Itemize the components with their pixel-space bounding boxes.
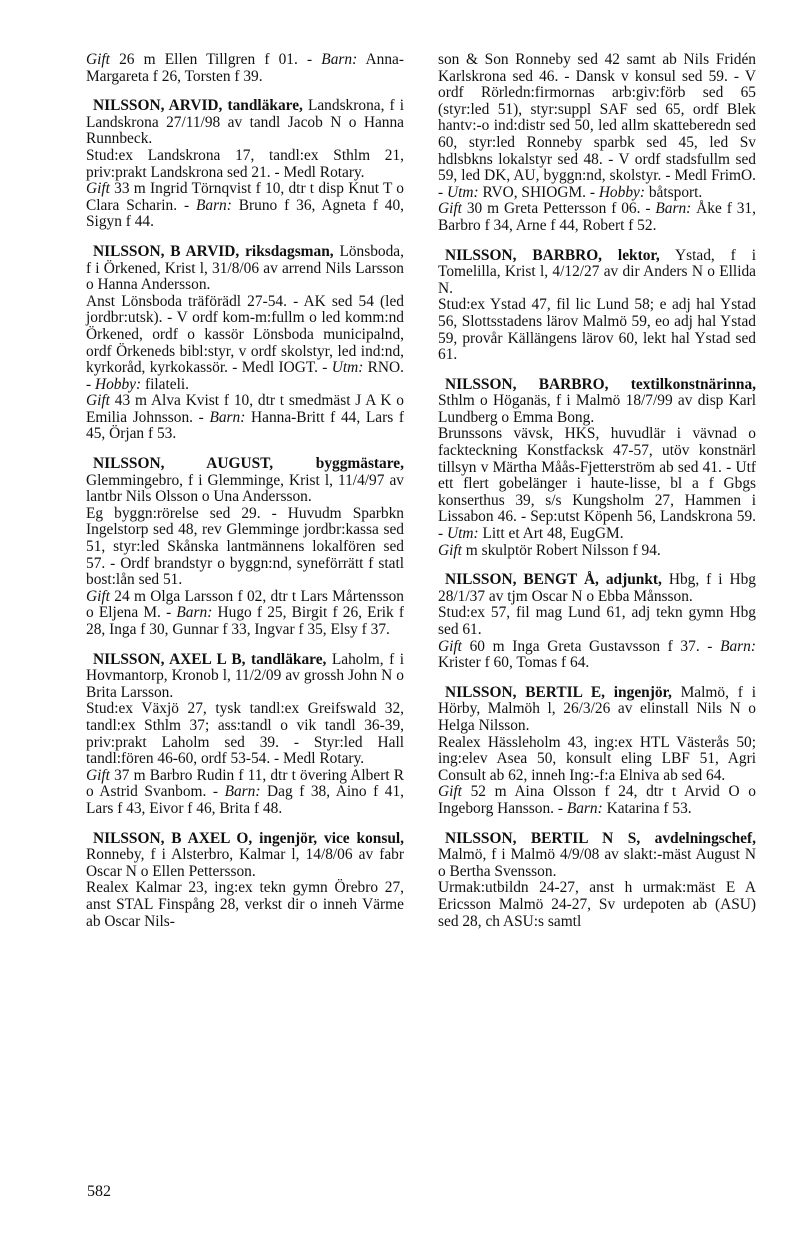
field-label: Barn: (655, 200, 692, 218)
field-label: Barn: (195, 196, 232, 214)
entry-text: Laholm, f i Hovmantorp, Kronob l, 11/2/09 av grossh John N o Brita Larsson. (86, 650, 404, 701)
entry-paragraph (438, 297, 756, 363)
entry-text: 26 m Ellen Tillgren f 01. - (109, 51, 322, 68)
page-number: 582 (87, 1183, 111, 1200)
biography-entry (86, 456, 404, 639)
entry-text: 37 m Barbro Rudin f 11, dtr t övering Albert R o Astrid Svanbom. - (86, 766, 404, 801)
entry-paragraph (438, 52, 756, 201)
person-name-title: NILSSON, BERTIL N S, avdelningschef, (445, 829, 756, 847)
entry-paragraph (86, 701, 404, 767)
entry-text: Ystad, f i Tomelilla, Krist l, 4/12/27 av dir Anders N o Ellida N. (438, 246, 756, 297)
biography-entry (438, 572, 756, 672)
entry-paragraph (438, 543, 756, 560)
entry-text: Krister f 60, Tomas f 64. (438, 654, 590, 672)
entry-text: Bruno f 36, Agneta f 40, Sigyn f 44. (86, 196, 404, 231)
person-name-title: NILSSON, BENGT Å, adjunkt, (445, 571, 662, 589)
entry-text: 52 m Aina Olsson f 24, dtr t Arvid O o Ingeborg Hansson. - (438, 783, 756, 817)
person-name-title: NILSSON, AXEL L B, tandläkare, (93, 650, 327, 668)
field-label: Gift (438, 541, 462, 559)
person-name-title: NILSSON, BARBRO, lektor, (445, 246, 660, 264)
entry-text: Åke f 31, Barbro f 34, Arne f 44, Robert f 52. (438, 200, 756, 234)
entry-text: RVO, SHIOGM. - (478, 183, 599, 201)
biography-entry (86, 98, 404, 231)
biography-entry (86, 831, 404, 931)
entry-text: Hanna-Britt f 44, Lars f 45, Örjan f 53. (86, 408, 404, 443)
field-label: Barn: (176, 604, 213, 622)
biography-entry (438, 52, 756, 235)
field-label: Gift (86, 587, 110, 605)
person-name-title: NILSSON, B AXEL O, ingenjör, vice konsul, (93, 829, 404, 847)
entry-text: båtsport. (644, 183, 703, 201)
field-label: Utm: (331, 359, 364, 377)
entry-text: Katarina f 53. (602, 799, 692, 817)
biography-entry (86, 244, 404, 443)
entry-paragraph (438, 605, 756, 638)
entry-headline (438, 377, 756, 427)
entry-paragraph (438, 201, 756, 234)
entry-headline (438, 831, 756, 881)
entry-paragraph (86, 294, 404, 394)
entry-text: Eg byggn:rörelse sed 29. - Huvudm Sparbkn Ingelstorp sed 48, rev Glemminge jordbr:kassa sed 51, styr:led Skånska lantmännens lokalfören sed 57. - Ordf brandstyr o byggn:nd, syneförrätt f statl bost:lån sed 51. (86, 504, 404, 589)
entry-text: 33 m Ingrid Törnqvist f 10, dtr t disp Knut T o Clara Scharin. - (86, 180, 404, 214)
entry-text: Hbg, f i Hbg 28/1/37 av tjm Oscar N o Ebba Månsson. (438, 571, 756, 605)
entry-text: 24 m Olga Larsson f 02, dtr t Lars Mårtensson o Eljena M. - (86, 587, 404, 622)
entry-text: RNO. - (86, 359, 404, 393)
entry-text: Landskrona, f i Landskrona 27/11/98 av tandl Jacob N o Hanna Runnbeck. (86, 97, 404, 148)
entry-headline (86, 456, 404, 506)
entry-paragraph (86, 393, 404, 443)
entry-text: 43 m Alva Kvist f 10, dtr t smedmäst J A K o Emilia Johnsson. - (86, 392, 404, 426)
field-label: Utm: (446, 525, 479, 543)
field-label: Hobby: (598, 183, 645, 201)
entry-text: Lönsboda, f i Örkened, Krist l, 31/8/06 av arrend Nils Larsson o Hanna Andersson. (86, 242, 404, 294)
entry-headline (438, 685, 756, 735)
entry-paragraph (438, 735, 756, 785)
entry-text: Realex Kalmar 23, ing:ex tekn gymn Örebro 27, anst STAL Finspång 28, verkst dir o inneh Värme ab Oscar Nils- (86, 879, 404, 930)
biography-entry (86, 52, 404, 85)
biography-entry (438, 685, 756, 818)
field-label: Barn: (224, 783, 261, 801)
entry-paragraph (438, 784, 756, 817)
entry-text: 60 m Inga Greta Gustavsson f 37. - (461, 637, 721, 655)
entry-paragraph (86, 880, 404, 930)
field-label: Gift (438, 637, 462, 655)
entry-text: Malmö, f i Malmö 4/9/08 av slakt:-mäst August N o Bertha Svensson. (438, 846, 756, 880)
entry-text: Anna-Margareta f 26, Torsten f 39. (86, 51, 404, 85)
left-column (86, 52, 404, 943)
field-label: Gift (438, 783, 462, 801)
entry-paragraph (438, 426, 756, 542)
biography-entry (438, 377, 756, 560)
entry-text: 30 m Greta Pettersson f 06. - (461, 200, 656, 218)
entry-text: Stud:ex Landskrona 17, tandl:ex Sthlm 21, priv:prakt Landskrona sed 21. - Medl Rotary. (86, 146, 404, 181)
entry-text: Stud:ex Växjö 27, tysk tandl:ex Greifswald 32, tandl:ex Sthlm 37; ass:tandl o vik tandl 36-39, priv:prakt Laholm sed 39. - Styr:led Hall tandl:fören 46-60, ordf 53-54. - Medl Rotary. (86, 700, 404, 768)
field-label: Gift (86, 51, 110, 68)
field-label: Barn: (321, 51, 358, 68)
entry-headline (86, 244, 404, 294)
person-name-title: NILSSON, BARBRO, textilkonstnärinna, (445, 375, 756, 393)
entry-paragraph (86, 589, 404, 639)
entry-text: filateli. (141, 375, 190, 393)
field-label: Barn: (566, 799, 603, 817)
entry-headline (86, 98, 404, 148)
field-label: Barn: (209, 408, 246, 426)
entry-paragraph (86, 148, 404, 181)
entry-text: Stud:ex 57, fil mag Lund 61, adj tekn gymn Hbg sed 61. (438, 604, 756, 638)
field-label: Hobby: (94, 375, 142, 393)
entry-paragraph (86, 506, 404, 589)
entry-text: Stud:ex Ystad 47, fil lic Lund 58; e adj hal Ystad 56, Slottsstadens lärov Malmö 59, eo adj hal Ystad 59, provår Källängens lärov 60, lekt hal Ystad sed 61. (438, 296, 756, 364)
entry-paragraph (86, 768, 404, 818)
entry-text: son & Son Ronneby sed 42 samt ab Nils Fridén Karlskrona sed 46. - Dansk v konsul sed 59. - V ordf Rörledn:firmornas arb:giv:förb sed 65 (styr:led 51), styr:suppl SAF sed 65, ordf Blek hantv:-o ind:distr sed 50, led allm skatteberedn sed 60, styr:led Ronneby sparbk sed 45, led Sv hdlsbkns lokalstyr sed 48. - V ordf stadsfullm sed 59, led DK, AU, byggn:nd, skolstyr. - Medl FrimO. - (438, 51, 756, 201)
entry-text: Malmö, f i Hörby, Malmöh l, 26/3/26 av elinstall Nils N o Helga Nilsson. (438, 683, 756, 734)
entry-text: Ronneby, f i Alsterbro, Kalmar l, 14/8/06 av fabr Oscar N o Ellen Pettersson. (86, 846, 404, 880)
entry-headline (438, 248, 756, 298)
entry-text: Urmak:utbildn 24-27, anst h urmak:mäst E A Ericsson Malmö 24-27, Sv urdepoten ab (ASU) sed 28, ch ASU:s samtl (438, 879, 756, 930)
entry-text: Realex Hässleholm 43, ing:ex HTL Västerås 50; ing:elev Asea 50, konsult eling LBF 51, Agri Consult ab 62, inneh Ing:-f:a Elniva ab sed 64. (438, 733, 756, 784)
entry-text: m skulptör Robert Nilsson f 94. (461, 541, 661, 559)
entry-text: Sthlm o Höganäs, f i Malmö 18/7/99 av disp Karl Lundberg o Emma Bong. (438, 392, 756, 426)
entry-headline (86, 831, 404, 881)
entry-paragraph (86, 181, 404, 231)
person-name-title: NILSSON, ARVID, tandläkare, (93, 97, 303, 115)
field-label: Gift (86, 180, 110, 198)
entry-text: Litt et Art 48, EugGM. (478, 525, 624, 543)
entry-paragraph (86, 52, 404, 85)
entry-text: Glemmingebro, f i Glemminge, Krist l, 11/4/97 av lantbr Nils Olsson o Una Andersson. (86, 471, 404, 506)
field-label: Gift (438, 200, 462, 218)
right-column (438, 52, 756, 943)
entry-paragraph (438, 880, 756, 930)
entry-text: Brunssons vävsk, HKS, huvudlär i vävnad o fackteckning Konstfacksk 47-57, utöv konstnärl tillsyn v Märtha Måås-Fjetterström ab sed 41. - Utf ett flert gobelänger i haute-lisse, bl a f Gbgs konserthus 39, s/s Kungsholm 27, Hammen i Lissabon 46. - Sep:utst Köpenh 56, Landskrona 59. - (438, 425, 756, 543)
entry-headline (438, 572, 756, 605)
field-label: Gift (86, 392, 110, 410)
biography-entry (86, 652, 404, 818)
entry-text: Hugo f 25, Birgit f 26, Erik f 28, Inga f 30, Gunnar f 33, Ingvar f 35, Elsy f 37. (86, 604, 404, 638)
field-label: Utm: (446, 183, 479, 201)
entry-paragraph (438, 639, 756, 672)
person-name-title: NILSSON, BERTIL E, ingenjör, (445, 683, 672, 701)
person-name-title: NILSSON, B ARVID, riksdagsman, (93, 242, 334, 260)
entry-text: Dag f 38, Aino f 41, Lars f 43, Eivor f 46, Brita f 48. (86, 783, 404, 817)
entry-headline (86, 652, 404, 702)
entry-text: Anst Lönsboda träförädl 27-54. - AK sed 54 (led jordbr:utsk). - V ordf kom-m:fullm o led komm:nd Örkened, ordf o kassör Lönsboda municipalnd, ordf Örkeneds bibl:styr, v ordf skolstyr, led ind:nd, kyrkoråd, kyrkokassör. - Medl IOGT. - (86, 292, 404, 377)
field-label: Gift (86, 766, 110, 784)
person-name-title: NILSSON, AUGUST, byggmästare, (93, 455, 404, 473)
biography-entry (438, 831, 756, 931)
field-label: Barn: (720, 637, 756, 655)
biography-entry (438, 248, 756, 364)
